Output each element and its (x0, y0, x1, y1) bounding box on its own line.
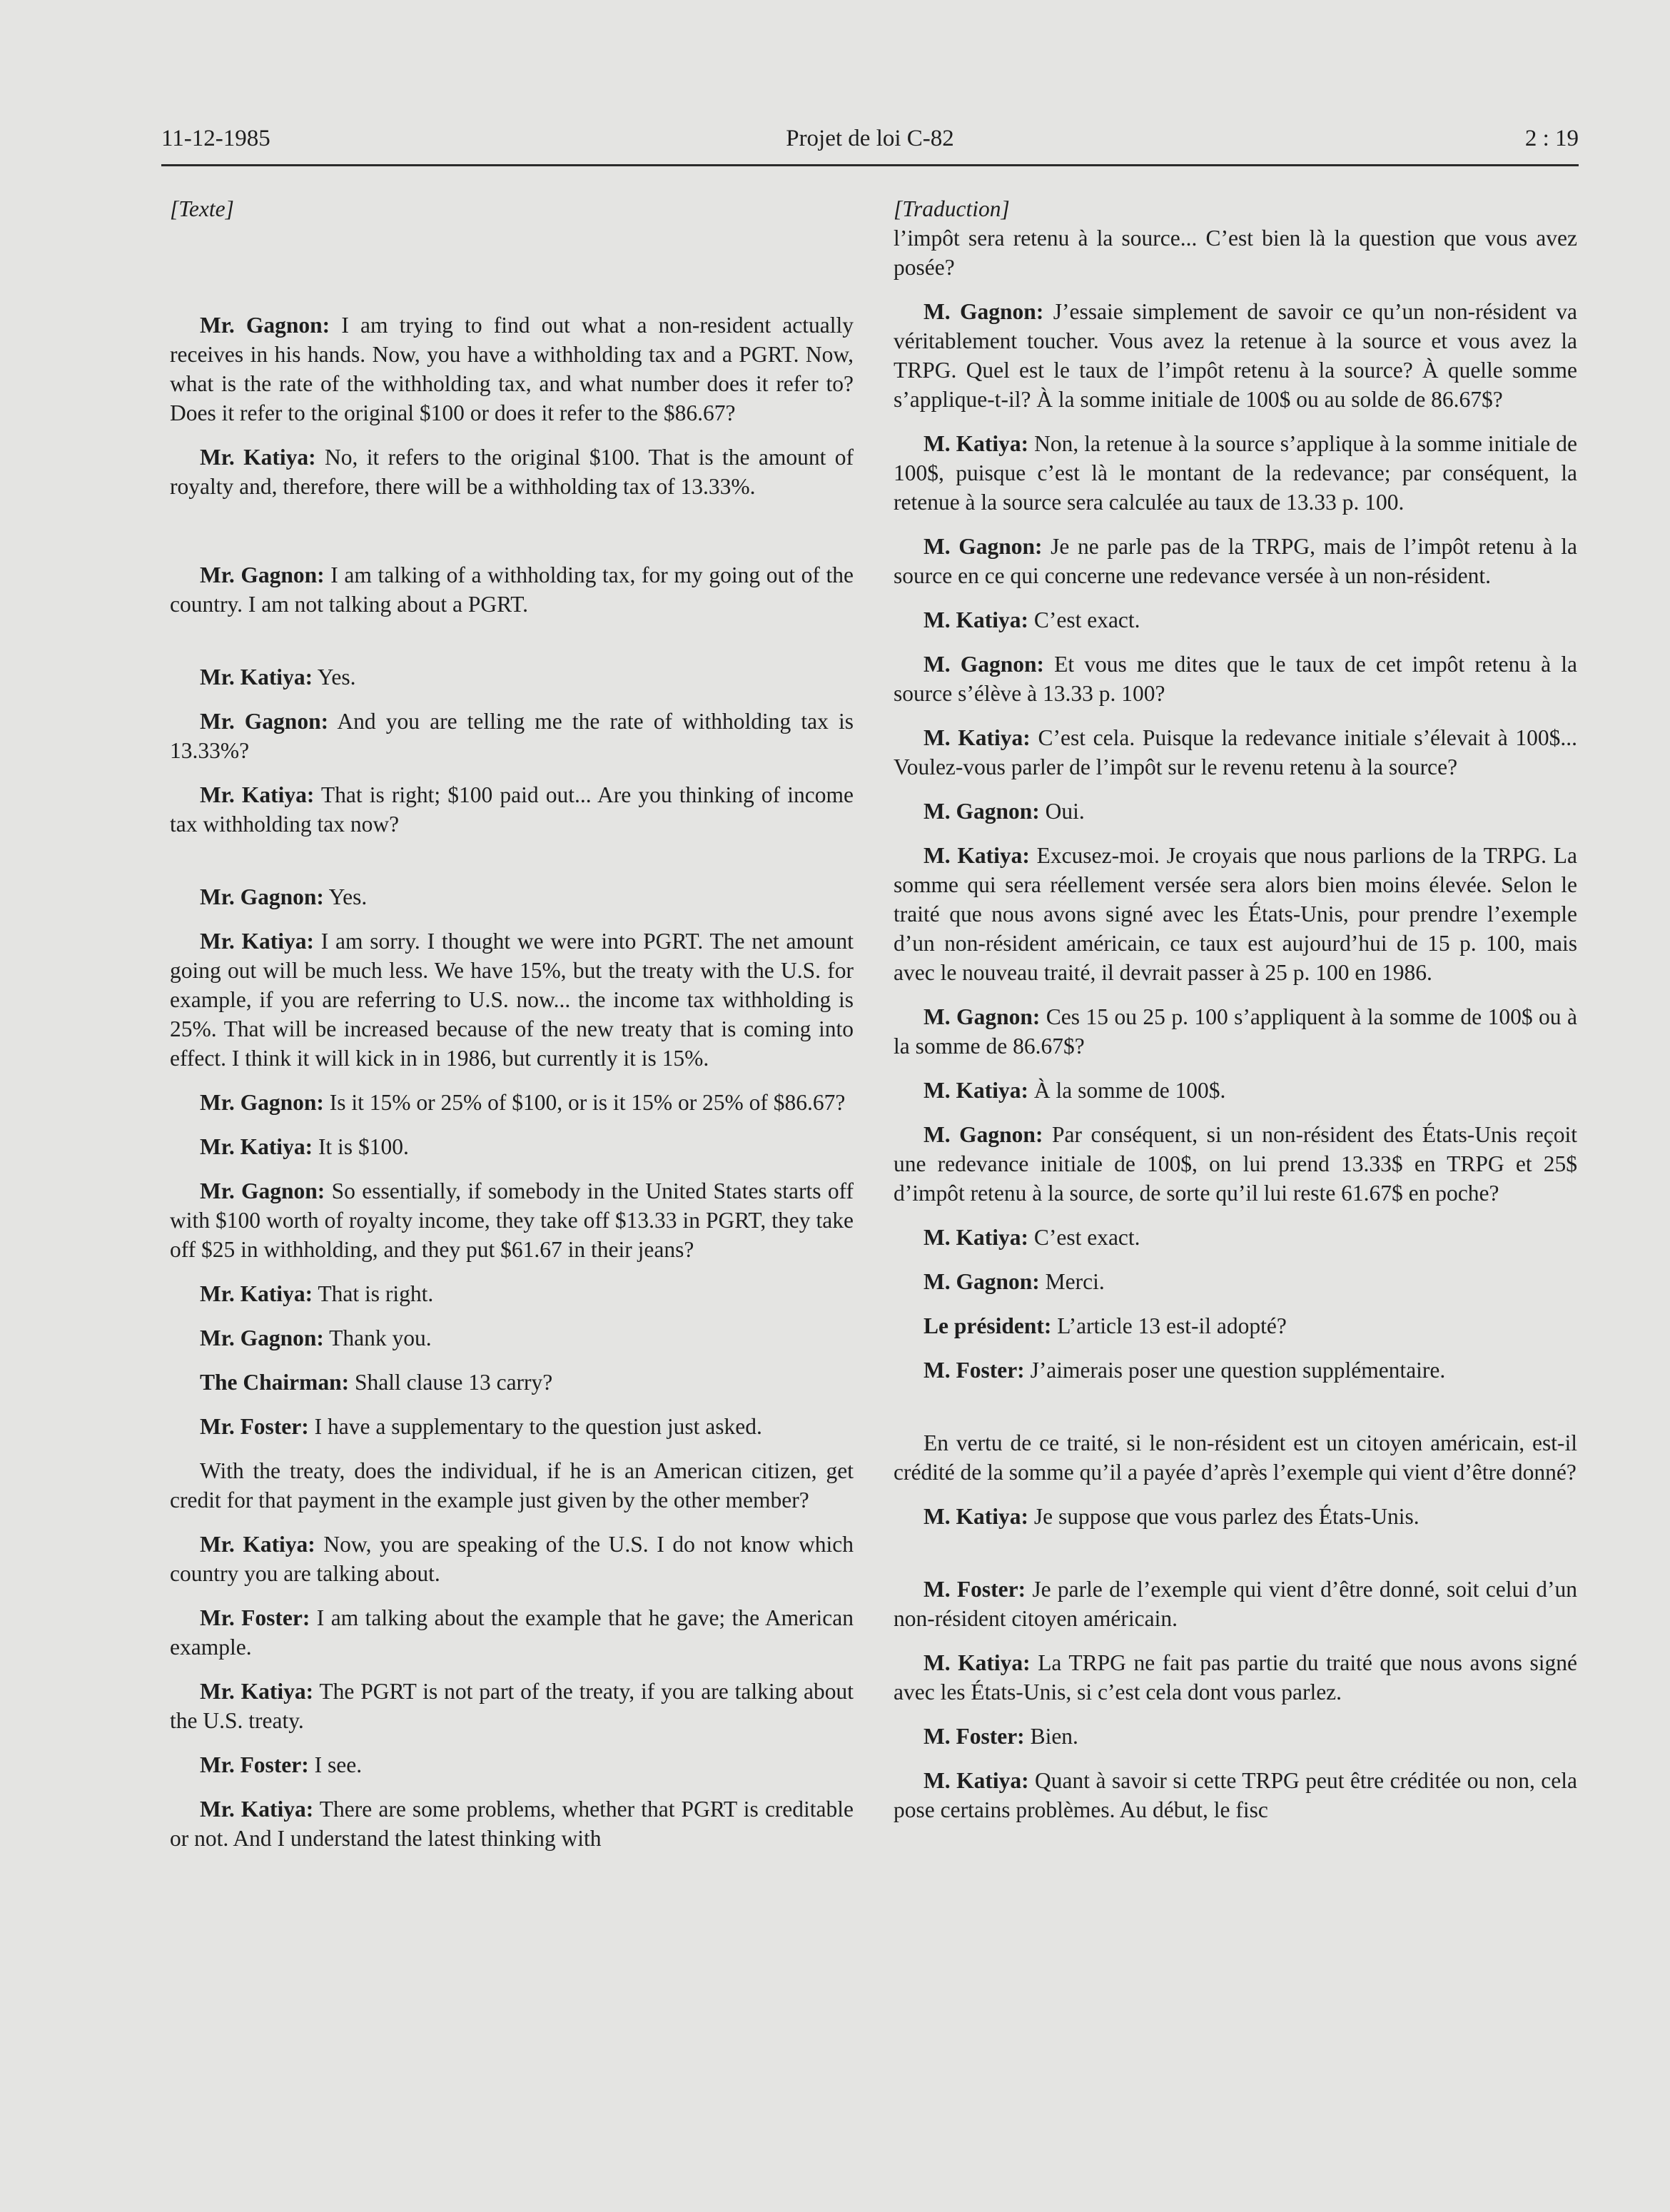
transcript-paragraph: Mr. Gagnon: I am trying to find out what a non-resident actually receives in his hands. Now, you have a withholding tax and a PGRT. Now, what is the rate of the withholding tax, and what number does it refer to? Does it refer to the original $100 or does it refer to the $86.67? (170, 313, 854, 425)
transcript-paragraph: l’impôt sera retenu à la source... C’est bien là la question que vous avez posée? (894, 226, 1577, 280)
transcript-paragraph: M. Katiya: C’est cela. Puisque la redevance initiale s’élevait à 100$... Voulez-vous parler de l’impôt sur le revenu retenu à la source? (894, 725, 1578, 779)
transcript-paragraph: Mr. Foster: I have a supplementary to the question just asked. (200, 1414, 762, 1439)
header-date: 11-12-1985 (161, 126, 270, 151)
transcript-paragraph: M. Katiya: Non, la retenue à la source s’applique à la somme initiale de 100$, puisque c’est là le montant de la redevance; par conséquent, la retenue à la source sera calculée au taux de 13.33 p. 100. (894, 431, 1578, 515)
transcript-paragraph: M. Gagnon: Ces 15 ou 25 p. 100 s’appliquent à la somme de 100$ ou à la somme de 86.67$? (894, 1004, 1577, 1059)
page-header (161, 123, 1579, 166)
transcript-paragraph: Mr. Gagnon: Is it 15% or 25% of $100, or is it 15% or 25% of $86.67? (200, 1090, 846, 1115)
transcript-paragraph: Mr. Foster: I see. (200, 1752, 363, 1777)
transcript-paragraph: M. Foster: Bien. (923, 1724, 1078, 1749)
transcript-paragraph: Mr. Katiya: That is right. (200, 1281, 434, 1306)
transcript-paragraph: En vertu de ce traité, si le non-résident est un citoyen américain, est-il crédité de la somme qu’il a payée d’après l’exemple qui vient d’être donné? (894, 1430, 1577, 1485)
header-title: Projet de loi C-82 (786, 126, 954, 151)
transcript-paragraph: M. Katiya: C’est exact. (923, 1225, 1140, 1250)
french-column (894, 194, 1577, 1839)
transcript-paragraph: M. Katiya: À la somme de 100$. (923, 1078, 1226, 1103)
transcript-paragraph: M. Katiya: Excusez-moi. Je croyais que nous parlions de la TRPG. La somme qui sera réellement versée sera alors bien moins élevée. Selon le traité que nous avons signé avec les États-Unis, pour prendre l’exemple d’un non-résident américain, ce taux est aujourd’hui de 15 p. 100, mais avec le nouveau traité, il devrait passer à 25 p. 100 en 1986. (894, 843, 1577, 985)
section-label: [Texte] (170, 196, 234, 221)
header-page-number: 2 : 19 (1524, 126, 1579, 151)
transcript-paragraph: M. Gagnon: Et vous me dites que le taux de cet impôt retenu à la source s’élève à 13.33 p. 100? (894, 652, 1577, 706)
transcript-paragraph: M. Katiya: C’est exact. (923, 607, 1140, 632)
transcript-paragraph: M. Gagnon: Merci. (923, 1269, 1105, 1294)
section-label: [Traduction] (894, 196, 1010, 221)
transcript-paragraph: Mr. Gagnon: So essentially, if somebody in the United States starts off with $100 worth of royalty income, they take off $13.33 in PGRT, they take off $25 in withholding, and they put $61.67 in their jeans? (170, 1178, 854, 1262)
transcript-paragraph: With the treaty, does the individual, if he is an American citizen, get credit for that payment in the example just given by the other member? (170, 1458, 854, 1512)
transcript-paragraph: Le président: L’article 13 est-il adopté? (923, 1313, 1287, 1338)
transcript-paragraph: M. Foster: Je parle de l’exemple qui vient d’être donné, soit celui d’un non-résident citoyen américain. (894, 1577, 1577, 1631)
transcript-paragraph: M. Katiya: La TRPG ne fait pas partie du traité que nous avons signé avec les États-Unis, si c’est cela dont vous parlez. (894, 1650, 1577, 1705)
transcript-paragraph: M. Gagnon: Oui. (923, 799, 1085, 824)
transcript-paragraph: Mr. Katiya: Yes. (200, 665, 356, 690)
transcript-paragraph: Mr. Gagnon: Thank you. (200, 1325, 432, 1350)
transcript-paragraph: Mr. Katiya: The PGRT is not part of the treaty, if you are talking about the U.S. treaty. (170, 1679, 854, 1733)
transcript-paragraph: Mr. Katiya: There are some problems, whether that PGRT is creditable or not. And I understand the latest thinking with (170, 1797, 854, 1851)
transcript-paragraph: M. Gagnon: Par conséquent, si un non-résident des États-Unis reçoit une redevance initiale de 100$, on lui prend 13.33$ en TRPG et 25$ d’impôt retenu à la source, de sorte qu’il lui reste 61.67$ en poche? (894, 1122, 1577, 1206)
transcript-paragraph: M. Gagnon: Je ne parle pas de la TRPG, mais de l’impôt retenu à la source en ce qui concerne une redevance versée à un non-résident. (894, 534, 1577, 588)
transcript-paragraph: Mr. Katiya: That is right; $100 paid out... Are you thinking of income tax withholding tax now? (170, 782, 854, 837)
transcript-paragraph: Mr. Gagnon: Yes. (200, 884, 368, 909)
transcript-paragraph: Mr. Katiya: No, it refers to the original $100. That is the amount of royalty and, therefore, there will be a withholding tax of 13.33%. (170, 445, 854, 499)
transcript-paragraph: M. Katiya: Quant à savoir si cette TRPG peut être créditée ou non, cela pose certains problèmes. Au début, le fisc (894, 1768, 1577, 1822)
transcript-paragraph: Mr. Katiya: I am sorry. I thought we were into PGRT. The net amount going out will be much less. We have 15%, but the treaty with the U.S. for example, if you are referring to U.S. now... the income tax withholding is 25%. That will be increased because of the new treaty that is coming into effect. I think it will kick in in 1986, but currently it is 15%. (170, 929, 854, 1071)
transcript-paragraph: Mr. Gagnon: I am talking of a withholding tax, for my going out of the country. I am not talking about a PGRT. (170, 562, 854, 617)
transcript-paragraph: Mr. Foster: I am talking about the example that he gave; the American example. (170, 1605, 854, 1660)
transcript-paragraph: Mr. Katiya: It is $100. (200, 1134, 409, 1159)
transcript-paragraph: M. Gagnon: J’essaie simplement de savoir ce qu’un non-résident va véritablement toucher. Vous avez la retenue à la source et vous avez la TRPG. Quel est le taux de l’impôt retenu à la source? À quelle somme s’applique-t-il? À la somme initiale de 100$ ou au solde de 86.67$? (894, 299, 1577, 412)
transcript-paragraph: Mr. Katiya: Now, you are speaking of the U.S. I do not know which country you are talking about. (170, 1532, 854, 1586)
transcript-paragraph: M. Foster: J’aimerais poser une question supplémentaire. (923, 1358, 1446, 1383)
transcript-paragraph: The Chairman: Shall clause 13 carry? (200, 1370, 553, 1395)
transcript-paragraph: Mr. Gagnon: And you are telling me the rate of withholding tax is 13.33%? (170, 709, 854, 763)
transcript-paragraph: M. Katiya: Je suppose que vous parlez des États-Unis. (923, 1504, 1420, 1529)
english-column (170, 194, 854, 1868)
